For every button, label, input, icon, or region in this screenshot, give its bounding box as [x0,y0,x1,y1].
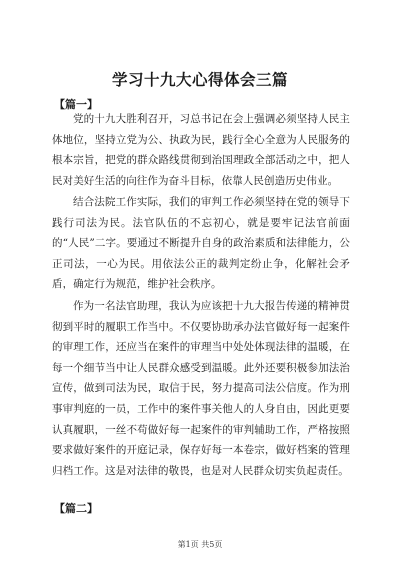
paragraph-2: 结合法院工作实际，我们的审判工作必须坚持在党的领导下践行司法为民。法官队伍的不忘初心，就是要牢记法官前面的“人民”二字。要通过不断提升自身的政治素质和法律能力，公正司法，一心为民。用依法公正的裁判定纷止争，化解社会矛盾，确定行为规范，维护社会秩序。 [52,196,350,291]
page-footer: 第1页 共5页 [177,540,223,549]
section-heading-2: 【篇二】 [54,502,98,515]
paragraph-1: 党的十九大胜利召开，习总书记在会上强调必须坚持人民主体地位，坚持立党为公、执政为民，践行全心全意为人民服务的根本宗旨，把党的群众路线贯彻到治国理政全部活动之中，把人民对美好生活的向往作为奋斗目标，依靠人民创造历史伟业。 [52,113,350,187]
section-heading-1: 【篇一】 [54,98,98,111]
paragraph-3: 作为一名法官助理，我认为应该把十九大报告传递的精神贯彻到平时的履职工作当中。不仅要协助承办法官做好每一起案件的审理工作，还应当在案件的审理当中处处体现法律的温暖，在每一个细节当中让人民群众感受到温暖。此外还要积极参加法治宣传，做到司法为民，取信于民，努力提高司法公信度。作为刑事审判庭的一员，工作中的案件事关他人的人身自由，因此更要认真履职，一丝不苟做好每一起案件的审判辅助工作，严格按照要求做好案件的开庭记录，保存好每一本卷宗，做好档案的管理归档工作。这是对法律的敬畏，也是对人民群众切实负起责任。 [52,300,350,477]
document-title: 学习十九大心得体会三篇 [111,71,288,89]
